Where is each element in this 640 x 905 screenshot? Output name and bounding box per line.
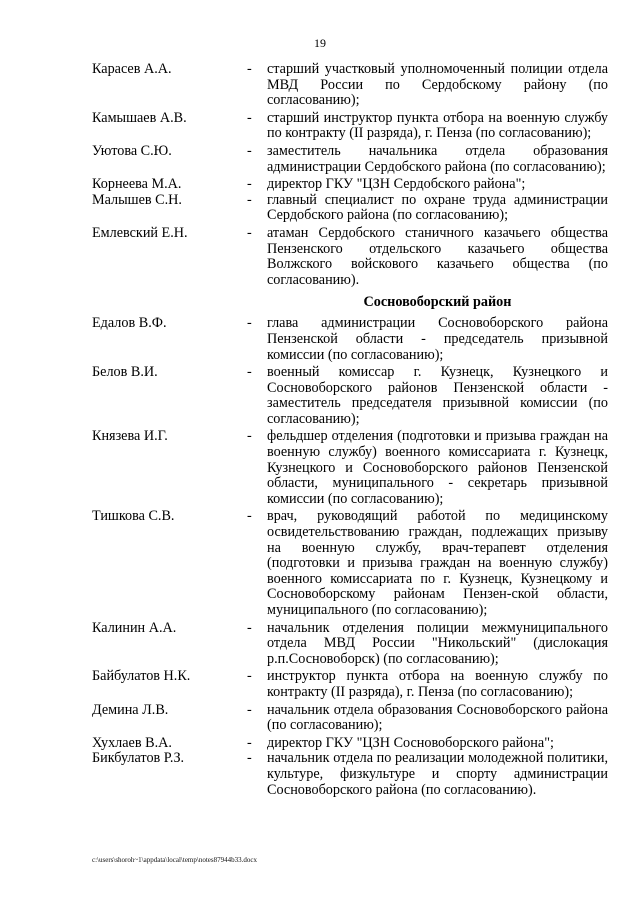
person-name: Демина Л.В. <box>92 701 169 718</box>
person-name: Емлевский Е.Н. <box>92 224 188 241</box>
person-position: начальник отдела по реализации молодежной политики, культуре, физкультуре и спорту администрации Сосновоборского района (по согласованию). <box>267 750 608 798</box>
person-name: Корнеева М.А. <box>92 176 182 193</box>
page-number: 19 <box>314 36 326 50</box>
person-position: старший инструктор пункта отбора на военную службу по контракту (II разряда), г. Пенза (по согласованию); <box>267 109 608 142</box>
person-name: Хухлаев В.А. <box>92 734 172 751</box>
dash-separator: - <box>247 61 252 77</box>
list-item <box>92 144 608 175</box>
dash-separator: - <box>247 224 252 241</box>
person-position: атаман Сердобского станичного казачьего общества Пензенского отдельского казачьего общества Волжского войскового казачьего общества (по согласованию). <box>267 224 608 288</box>
list-item <box>92 193 608 224</box>
list-item <box>92 703 608 734</box>
person-name: Едалов В.Ф. <box>92 315 167 332</box>
dash-separator: - <box>247 508 252 525</box>
list-item <box>92 509 608 618</box>
list-item <box>92 365 608 427</box>
person-name: Бикбулатов Р.З. <box>92 750 185 767</box>
person-name: Камышаев А.В. <box>92 109 187 126</box>
person-position: начальник отделения полиции межмуниципального отдела МВД России "Никольский" (дислокация р.п.Сосновоборск) (по согласованию); <box>267 619 608 667</box>
person-position: инструктор пункта отбора на военную службу по контракту (II разряда), г. Пенза (по согласованию); <box>267 668 608 700</box>
person-position: директор ГКУ "ЦЗН Сердобского района"; <box>267 176 526 193</box>
person-name: Байбулатов Н.К. <box>92 668 191 685</box>
person-name: Тишкова С.В. <box>92 508 175 525</box>
dash-separator: - <box>247 701 252 718</box>
dash-separator: - <box>247 142 252 159</box>
document-body <box>92 62 608 800</box>
file-path-footer: c:\users\shoroh~1\appdata\local\temp\notes87944b33.docx <box>92 856 257 864</box>
person-position: старший участковый уполномоченный полиции отдела МВД России по Сердобскому району (по согласованию); <box>267 61 608 109</box>
dash-separator: - <box>247 428 252 445</box>
person-name: Карасев А.А. <box>92 61 172 77</box>
person-name: Уютова С.Ю. <box>92 142 172 159</box>
list-item <box>92 316 608 363</box>
dash-separator: - <box>247 109 252 126</box>
person-position: директор ГКУ "ЦЗН Сосновоборского района"; <box>267 734 554 751</box>
person-position: врач, руководящий работой по медицинскому освидетельствованию граждан, подлежащих призыву на военную службу, врач-терапевт отделения (подготовки и призыва граждан на военную службу) военного комиссариата по г. Кузнецк, Кузнецкому и Сосновоборскому районам Пензен-ской области, муниципального (по согласованию); <box>267 508 608 618</box>
person-position: главный специалист по охране труда администрации Сердобского района (по согласованию); <box>267 191 608 224</box>
person-position: военный комиссар г. Кузнецк, Кузнецкого и Сосновоборского районов Пензенской области - заместитель председателя призывной комиссии (по согласованию); <box>267 364 608 427</box>
list-item <box>92 669 608 700</box>
dash-separator: - <box>247 176 252 193</box>
person-position: фельдшер отделения (подготовки и призыва граждан на военную службу) военного комиссариата г. Кузнецк, Кузнецкого и Сосновоборского районов Пензенской области, муниципального - секретарь призывной комиссии (по согласованию); <box>267 428 608 507</box>
person-name: Малышев С.Н. <box>92 191 182 208</box>
person-position: заместитель начальника отдела образования администрации Сердобского района (по согласованию); <box>267 142 608 175</box>
dash-separator: - <box>247 191 252 208</box>
list-item <box>92 736 608 752</box>
person-position: глава администрации Сосновоборского района Пензенской области - председатель призывной комиссии (по согласованию); <box>267 315 608 363</box>
dash-separator: - <box>247 668 252 685</box>
list-item <box>92 111 608 142</box>
section-heading: Сосновоборский район <box>363 294 512 311</box>
person-name: Белов В.И. <box>92 364 158 381</box>
list-item <box>92 226 608 288</box>
dash-separator: - <box>247 364 252 381</box>
dash-separator: - <box>247 619 252 636</box>
dash-separator: - <box>247 734 252 751</box>
list-item <box>92 621 608 668</box>
list-item <box>92 751 608 798</box>
dash-separator: - <box>247 315 252 332</box>
list-item <box>92 429 608 507</box>
section-serdobsk <box>92 62 608 288</box>
person-position: начальник отдела образования Сосновоборского района (по согласованию); <box>267 701 608 734</box>
list-item <box>92 177 608 193</box>
person-name: Калинин А.А. <box>92 619 177 636</box>
section-sosnovoborsk <box>92 294 608 798</box>
person-name: Князева И.Г. <box>92 428 168 445</box>
dash-separator: - <box>247 750 252 767</box>
list-item <box>92 62 608 109</box>
